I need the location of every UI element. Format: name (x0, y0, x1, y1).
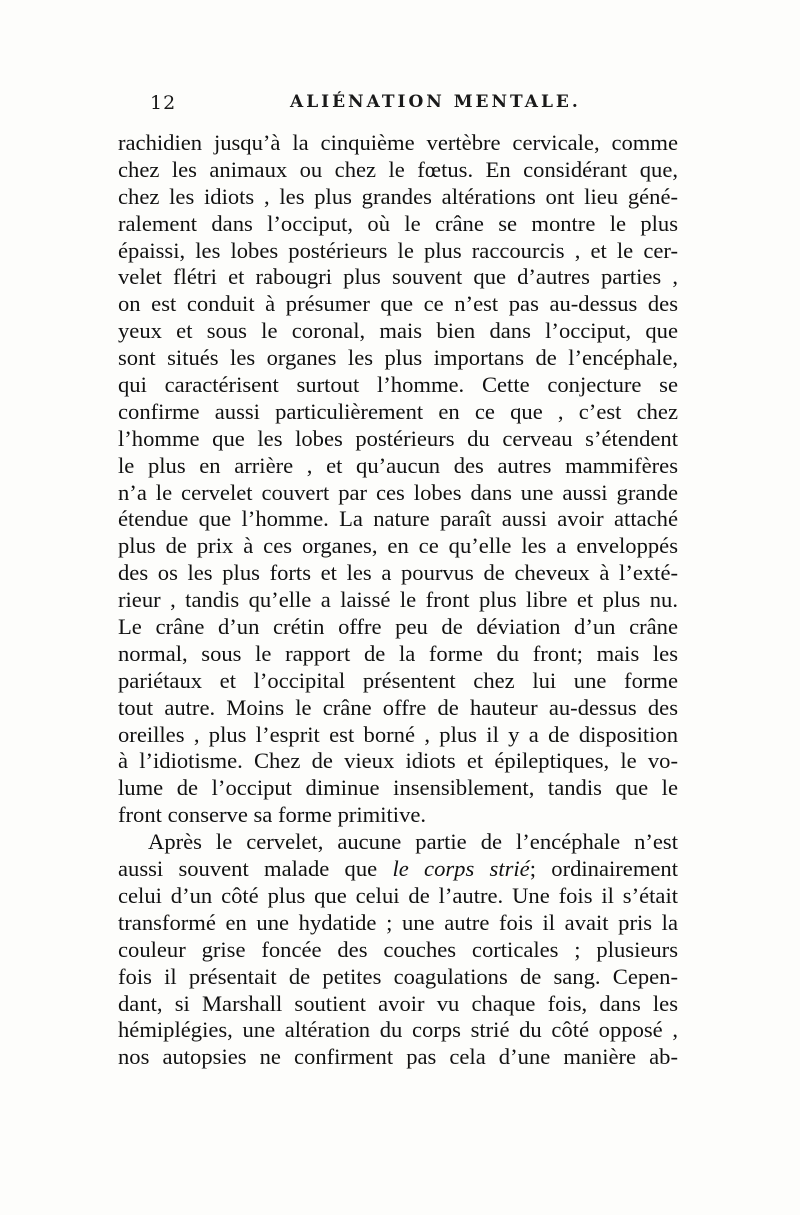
text-line: Après le cervelet, aucune partie de l’encéphale n’est (148, 829, 678, 855)
text-line: velet flétri et rabougri plus souvent que d’autres parties , (118, 264, 678, 290)
text-line-with-italic (118, 856, 678, 883)
text-line: rieur , tandis qu’elle a laissé le front plus libre et plus nu. (118, 587, 678, 613)
text-line: dant, si Marshall soutient avoir vu chaque fois, dans les (118, 990, 678, 1016)
text-line: le plus en arrière , et qu’aucun des autres mammifères (118, 452, 678, 478)
text-line: couleur grise foncée des couches corticales ; plusieurs (118, 936, 678, 962)
page-number: 12 (150, 92, 177, 114)
text-line: épaissi, les lobes postérieurs le plus raccourcis , et le cer- (118, 237, 678, 263)
text-run: ; ordinairement (529, 856, 679, 882)
text-line: front conserve sa forme primitive. (118, 802, 427, 828)
text-line: des os les plus forts et les a pourvus de cheveux à l’exté- (118, 560, 678, 586)
italic-term: le corps strié (392, 856, 530, 882)
text-line: ralement dans l’occiput, où le crâne se montre le plus (118, 210, 678, 236)
text-line: chez les idiots , les plus grandes altérations ont lieu géné- (118, 183, 678, 209)
text-line: l’homme que les lobes postérieurs du cerveau s’étendent (118, 425, 678, 451)
text-line: fois il présentait de petites coagulations de sang. Cepen- (118, 963, 678, 989)
paragraph-2 (118, 829, 678, 1071)
text-line: sont situés les organes les plus importans de l’encéphale, (118, 345, 678, 371)
text-line: pariétaux et l’occipital présentent chez lui une forme (118, 667, 678, 693)
text-line: yeux et sous le coronal, mais bien dans l’occiput, que (118, 318, 678, 344)
text-run: aussi souvent malade que (118, 856, 393, 882)
text-line: hémiplégies, une altération du corps strié du côté opposé , (118, 1017, 678, 1043)
text-line: tout autre. Moins le crâne offre de hauteur au-dessus des (118, 694, 678, 720)
page-header (150, 90, 680, 120)
text-line: à l’idiotisme. Chez de vieux idiots et épileptiques, le vo- (118, 748, 678, 774)
text-line: normal, sous le rapport de la forme du front; mais les (118, 640, 678, 666)
text-line: on est conduit à présumer que ce n’est pas au-dessus des (118, 291, 678, 317)
text-line: rachidien jusqu’à la cinquième vertèbre cervicale, comme (118, 130, 678, 155)
text-line: nos autopsies ne confirment pas cela d’une manière ab- (118, 1044, 678, 1070)
text-line: lume de l’occiput diminue insensiblement, tandis que le (118, 775, 678, 801)
text-line: chez les animaux ou chez le fœtus. En considérant que, (118, 156, 678, 182)
text-line: transformé en une hydatide ; une autre fois il avait pris la (118, 909, 678, 935)
paragraph-1 (118, 130, 678, 829)
text-line: plus de prix à ces organes, en ce qu’elle les a enveloppés (118, 533, 678, 559)
text-line: celui d’un côté plus que celui de l’autre. Une fois il s’était (118, 882, 678, 908)
running-title: ALIÉNATION MENTALE. (290, 92, 581, 112)
body-text (118, 130, 678, 1071)
text-line: Le crâne d’un crétin offre peu de déviation d’un crâne (118, 614, 678, 640)
text-line: confirme aussi particulièrement en ce que , c’est chez (118, 398, 678, 424)
text-line: n’a le cervelet couvert par ces lobes dans une aussi grande (118, 479, 678, 505)
text-line: qui caractérisent surtout l’homme. Cette conjecture se (118, 372, 678, 398)
text-line: oreilles , plus l’esprit est borné , plus il y a de disposition (118, 721, 678, 747)
text-line: étendue que l’homme. La nature paraît aussi avoir attaché (118, 506, 678, 532)
